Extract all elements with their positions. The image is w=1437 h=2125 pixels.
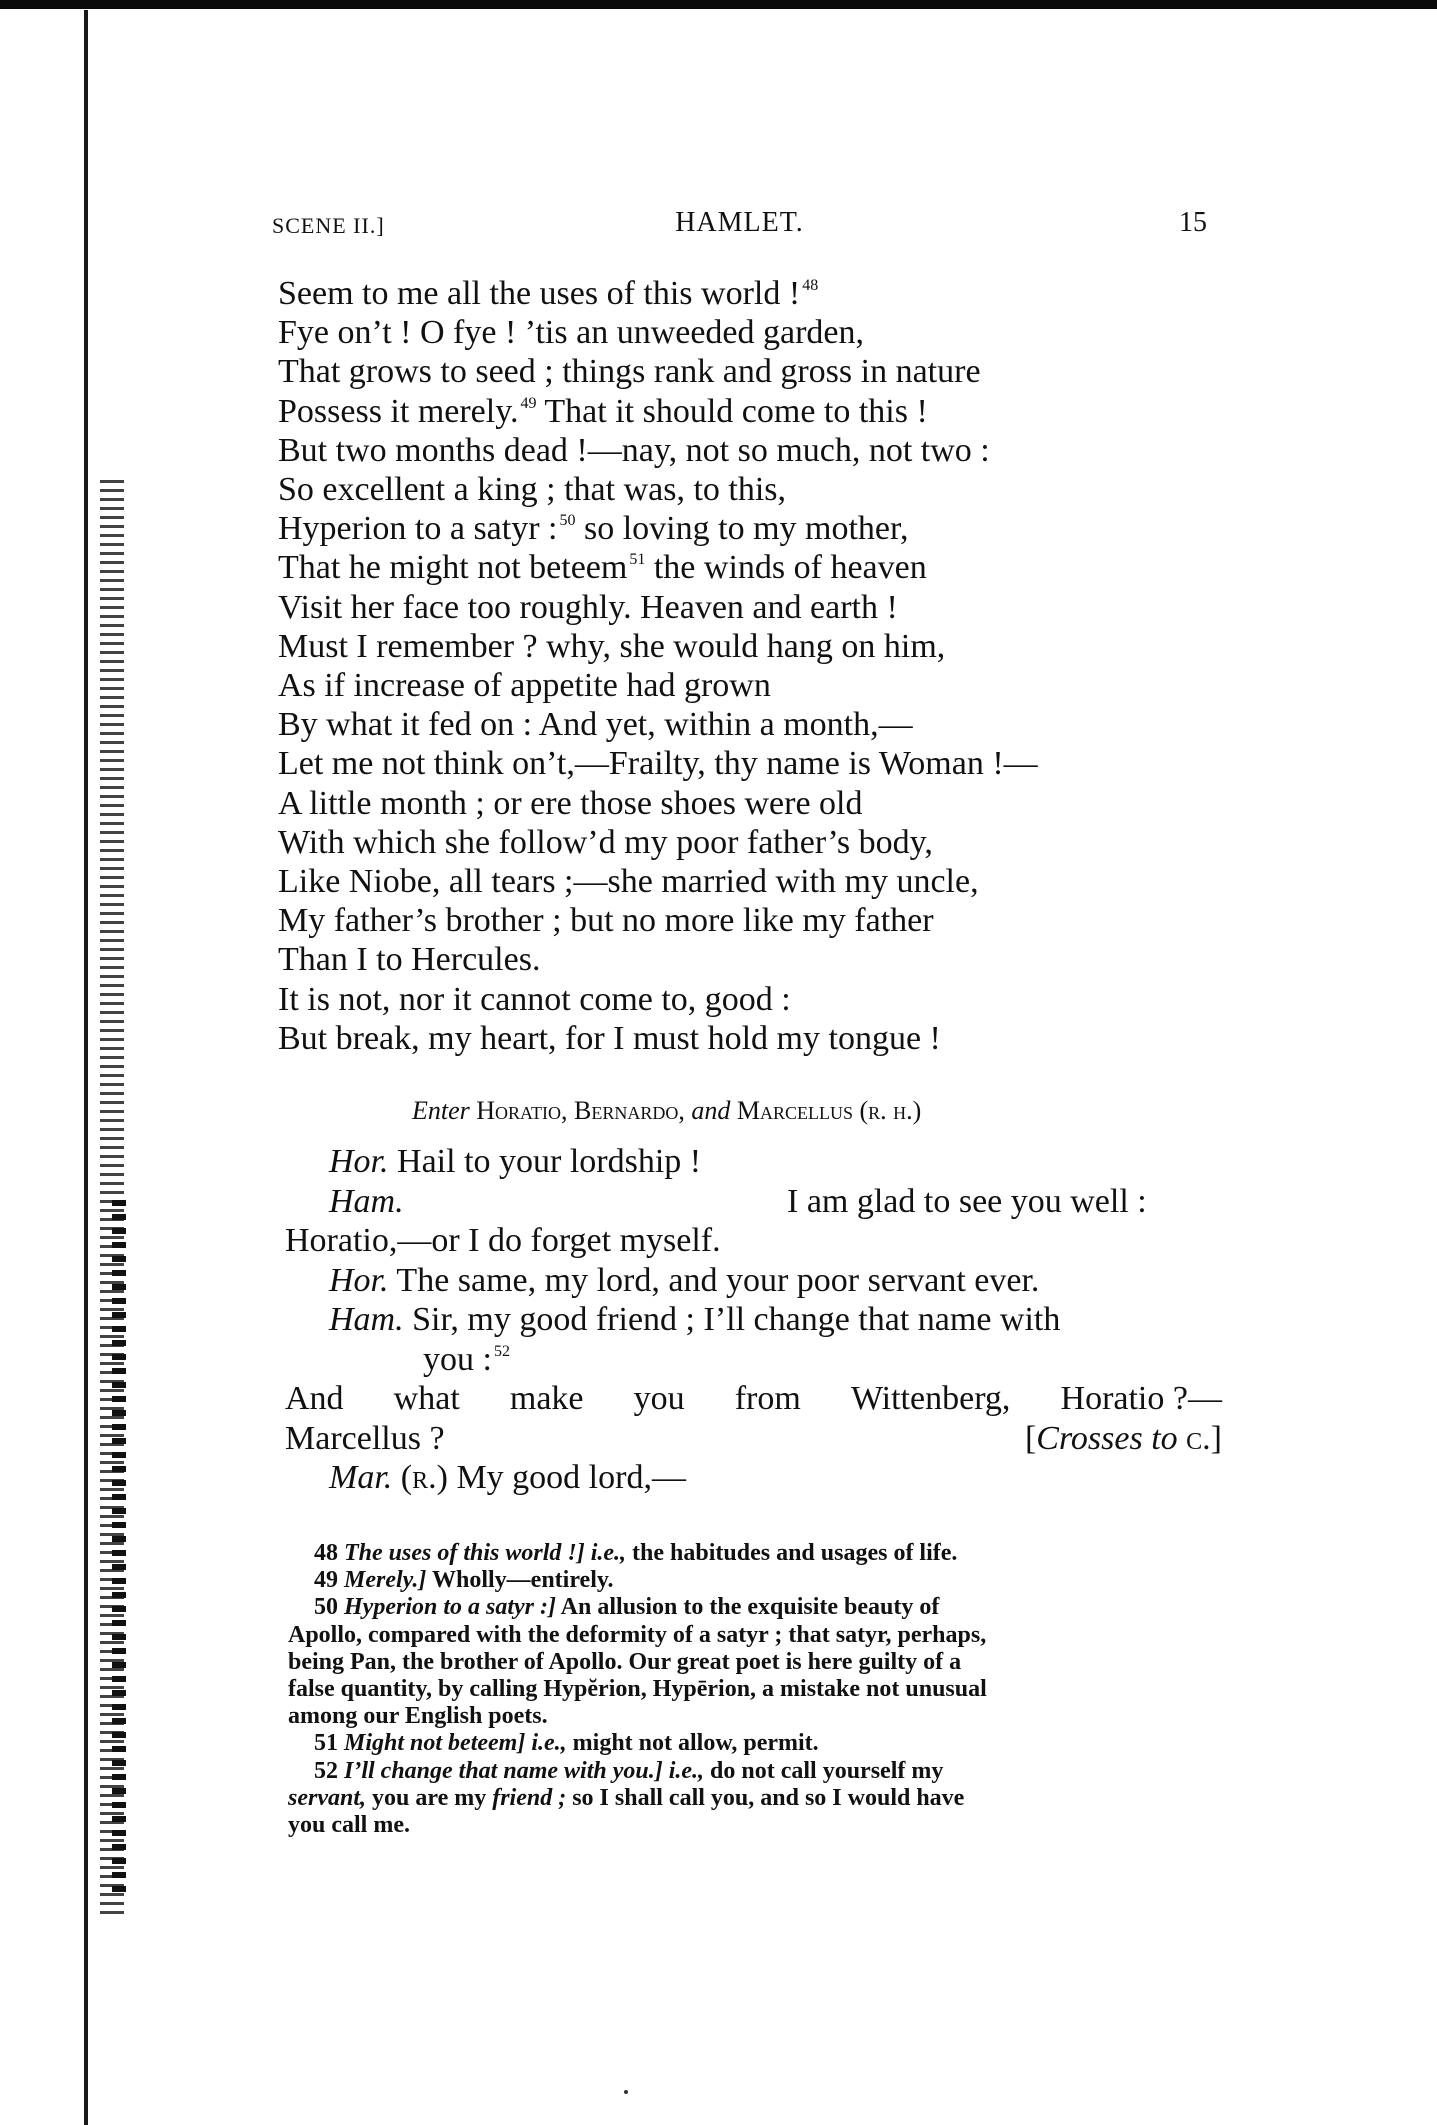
verse-line: It is not, nor it cannot come to, good : [278,980,791,1018]
speech-line: you : $^{52}$ [423,1340,510,1378]
speaker-prefix: Hor. [329,1261,389,1299]
speech-line: Ham. Sir, my good friend ; I’ll change that name with [329,1301,1061,1338]
verse-line: A little month ; or ere those shoes were old [278,784,863,822]
verse-line: Hyperion to a satyr : $^{50}$ so loving to my mother, [278,510,909,548]
verse-line: So excellent a king ; that was, to this, [278,471,787,509]
footnote-50-cont: being Pan, the brother of Apollo. Our great poet is here guilty of a [288,1648,962,1675]
play-title: HAMLET. [675,207,804,238]
verse-line: By what it fed on : And yet, within a month,— [278,706,913,744]
verse-line: Like Niobe, all tears ;—she married with my uncle, [278,863,979,901]
speech-line: Marcellus ? [Crosses to c.] [285,1419,1222,1457]
top-border [0,0,1437,9]
note-ref: 51 [629,551,646,569]
binding-gutter-marks-lower [112,1200,126,1900]
note-ref: 48 [802,277,819,294]
running-header [272,207,1207,247]
speaker-prefix: Mar. [329,1459,393,1496]
scene-label: SCENE II.] [272,213,385,238]
speech-line: Hor. Hail to your lordship ! [329,1143,702,1180]
page-number: 15 [1179,207,1207,238]
speaker-prefix: Hor. [329,1143,389,1180]
footnote-50-cont: false quantity, by calling Hypĕrion, Hypērion, a mistake not unusual [288,1676,987,1703]
verse-line: Must I remember ? why, she would hang on him, [278,627,946,665]
verse-line: Possess it merely. $^{49}$ That it should come to this ! [278,392,928,430]
verse-line: Fye on’t ! O fye ! ’tis an unweeded garden, [278,314,865,352]
stage-direction-crosses: [Crosses to c.] [1024,1419,1222,1457]
page-speck [624,2090,628,2094]
verse-line: My father’s brother ; but no more like my father [278,902,934,940]
note-ref: 52 [493,1342,510,1360]
note-ref: 50 [559,512,576,530]
dialogue-block [285,1142,1222,1498]
footnote-50-cont: Apollo, compared with the deformity of a satyr ; that satyr, perhaps, [288,1621,987,1648]
verse-line: That grows to seed ; things rank and gross in nature [278,353,981,391]
verse-line: Visit her face too roughly. Heaven and earth ! [278,588,898,626]
soliloquy-verse [278,274,1238,1058]
note-ref: 49 [520,394,537,412]
stage-direction-enter: Enter Horatio, Bernardo, and Marcellus (r. h.) [412,1096,922,1125]
footnote-50: 50 Hyperion to a satyr :] An allusion to the exquisite beauty of [314,1594,940,1621]
verse-line: With which she follow’d my poor father’s body, [278,823,933,861]
footnote-50-cont: among our English poets. [288,1703,548,1730]
speaker-prefix: Ham. [329,1182,404,1220]
footnote-48: 48 The uses of this world !] i.e., the habitudes and usages of life. [314,1540,958,1566]
verse-line: As if increase of appetite had grown [278,667,771,705]
footnote-52: 52 I’ll change that name with you.] i.e., do not call yourself my [314,1757,944,1784]
verse-line: Let me not think on’t,—Frailty, thy name is Woman !— [278,745,1038,783]
speech-line: Ham. I am glad to see you well : [329,1182,1147,1220]
verse-line: But two months dead !—nay, not so much, not two : [278,431,990,469]
speech-line: Hor. The same, my lord, and your poor servant ever. [329,1261,1040,1299]
speech-line: Horatio,—or I do forget myself. [285,1222,721,1259]
speech-line: Mar. (r.) My good lord,— [329,1459,686,1496]
footnote-52-cont: you call me. [288,1812,410,1839]
speech-line: And what make you from Wittenberg, Horatio ?— [285,1380,1222,1417]
verse-line: Seem to me all the uses of this world ! $^{48}$ [278,275,819,312]
binding-gutter-line [84,10,88,2125]
footnote-51: 51 Might not beteem] i.e., might not allow, permit. [314,1730,819,1757]
verse-line: But break, my heart, for I must hold my tongue ! [278,1019,941,1057]
speaker-prefix: Ham. [329,1301,404,1338]
verse-line: Than I to Hercules. [278,941,541,979]
footnote-52-cont: servant, you are my friend ; so I shall call you, and so I would have [288,1784,965,1811]
verse-line: That he might not beteem $^{51}$ the winds of heaven [278,549,927,587]
footnotes [288,1540,1220,1839]
footnote-49: 49 Merely.] Wholly—entirely. [314,1567,614,1594]
